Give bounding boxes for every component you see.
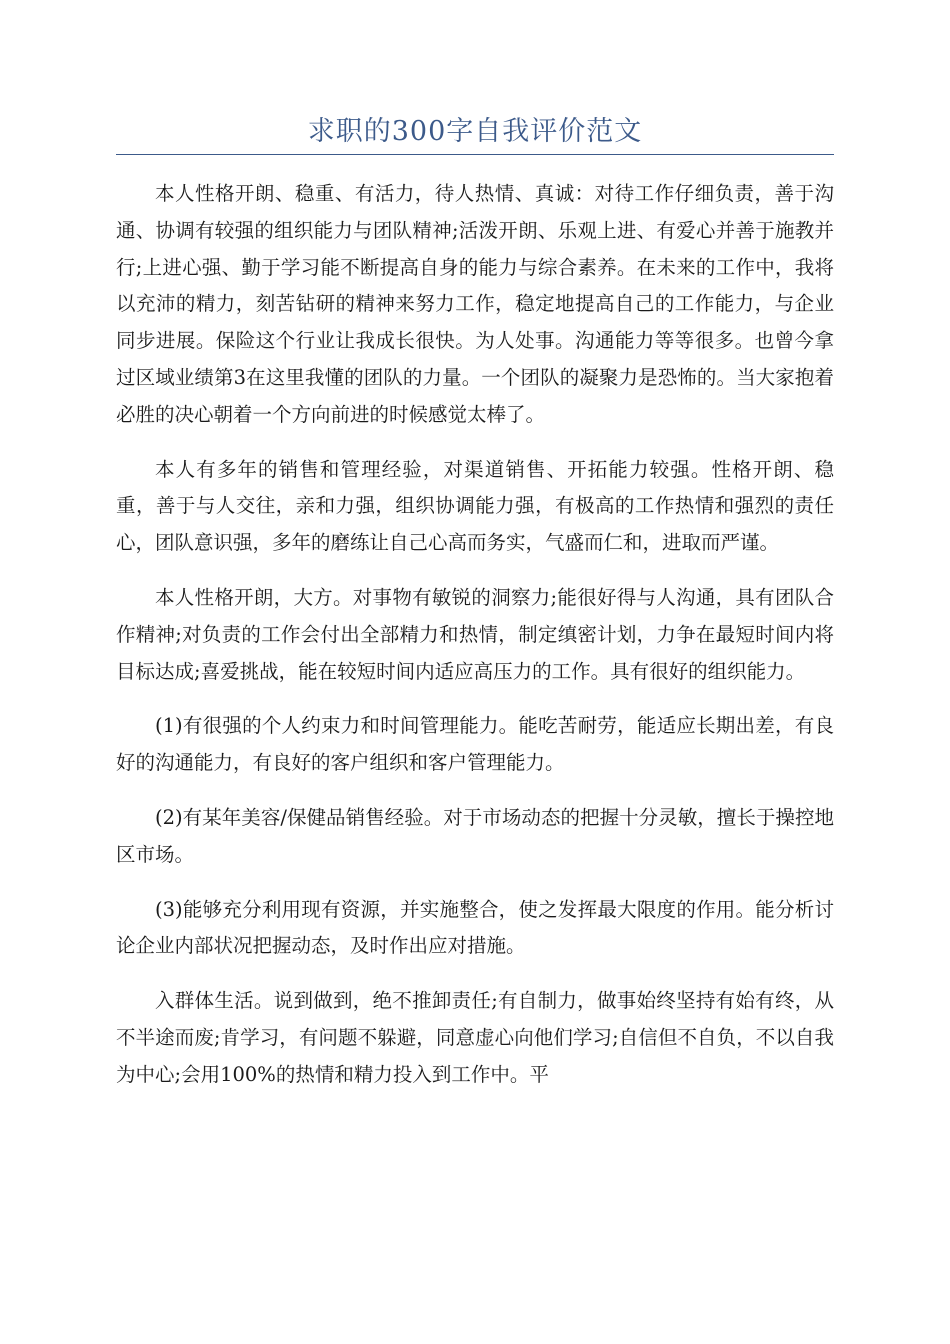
paragraph-6: (3)能够充分利用现有资源，并实施整合，使之发挥最大限度的作用。能分析讨论企业内部状况把握动态，及时作出应对措施。 [116, 897, 834, 958]
document-title: 求职的300字自我评价范文 [307, 116, 643, 147]
paragraph-7: 入群体生活。说到做到，绝不推卸责任;有自制力，做事始终坚持有始有终，从不半途而废;肯学习，有问题不躲避，同意虚心向他们学习;自信但不自负，不以自我为中心;会用100%的热情和精力投入到工作中。平 [116, 989, 834, 1086]
paragraph-2: 本人有多年的销售和管理经验，对渠道销售、开拓能力较强。性格开朗、稳重，善于与人交往，亲和力强，组织协调能力强，有极高的工作热情和强烈的责任心，团队意识强，多年的磨练让自己心高而务实，气盛而仁和，进取而严谨。 [116, 457, 834, 555]
paragraph-5: (2)有某年美容/保健品销售经验。对于市场动态的把握十分灵敏，擅长于操控地区市场。 [116, 805, 834, 866]
title-underline [116, 154, 834, 155]
paragraph-3: 本人性格开朗，大方。对事物有敏锐的洞察力;能很好得与人沟通，具有团队合作精神;对负责的工作会付出全部精力和热情，制定缜密计划，力争在最短时间内将目标达成;喜爱挑战，能在较短时间内适应高压力的工作。具有很好的组织能力。 [116, 585, 834, 683]
document-body [116, 176, 834, 1112]
paragraph-1: 本人性格开朗、稳重、有活力，待人热情、真诚：对待工作仔细负责，善于沟通、协调有较强的组织能力与团队精神;活泼开朗、乐观上进、有爱心并善于施教并行;上进心强、勤于学习能不断提高自身的能力与综合素养。在未来的工作中，我将以充沛的精力，刻苦钻研的精神来努力工作，稳定地提高自己的工作能力，与企业同步进展。保险这个行业让我成长很快。为人处事。沟通能力等等很多。也曾今拿过区域业绩第3在这里我懂的团队的力量。一个团队的凝聚力是恐怖的。当大家抱着必胜的决心朝着一个方向前进的时候感觉太棒了。 [116, 182, 834, 426]
paragraph-4: (1)有很强的个人约束力和时间管理能力。能吃苦耐劳，能适应长期出差，有良好的沟通能力，有良好的客户组织和客户管理能力。 [116, 714, 834, 775]
